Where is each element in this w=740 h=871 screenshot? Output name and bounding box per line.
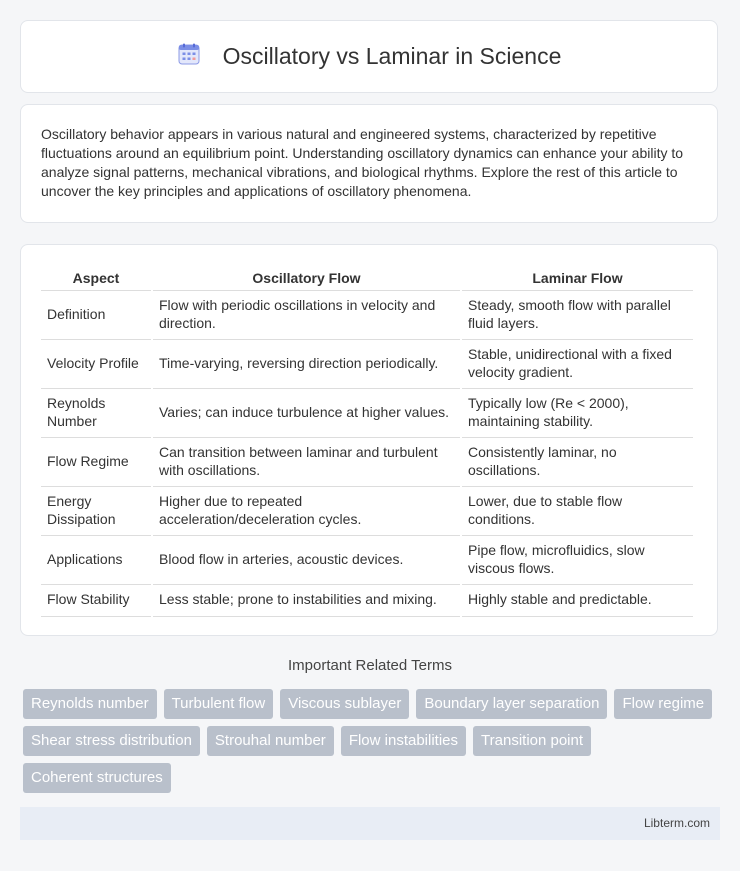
comparison-table-card: [20, 244, 718, 636]
table-row: [41, 291, 693, 340]
tag-flow-regime[interactable]: Flow regime: [614, 689, 712, 719]
table-cell-laminar: Pipe flow, microfluidics, slow viscous flows.: [462, 536, 693, 585]
table-cell-oscillatory: Blood flow in arteries, acoustic devices.: [153, 536, 460, 585]
footer: [20, 807, 720, 840]
table-cell-laminar: Lower, due to stable flow conditions.: [462, 487, 693, 536]
table-cell-oscillatory: Varies; can induce turbulence at higher values.: [153, 389, 460, 438]
table-cell-aspect: Definition: [41, 291, 151, 340]
tag-shear-stress-distribution[interactable]: Shear stress distribution: [23, 726, 200, 756]
tag-viscous-sublayer[interactable]: Viscous sublayer: [280, 689, 409, 719]
header-oscillatory: Oscillatory Flow: [153, 267, 460, 291]
tag-reynolds-number[interactable]: Reynolds number: [23, 689, 157, 719]
table-cell-oscillatory: Can transition between laminar and turbulent with oscillations.: [153, 438, 460, 487]
document-grid-icon: [177, 42, 201, 71]
table-cell-oscillatory: Higher due to repeated acceleration/deceleration cycles.: [153, 487, 460, 536]
tag-flow-instabilities[interactable]: Flow instabilities: [341, 726, 466, 756]
table-row: [41, 438, 693, 487]
table-cell-oscillatory: Flow with periodic oscillations in velocity and direction.: [153, 291, 460, 340]
related-terms-title: Important Related Terms: [288, 657, 452, 674]
page-title: Oscillatory vs Laminar in Science: [222, 43, 562, 69]
tag-transition-point[interactable]: Transition point: [473, 726, 591, 756]
intro-card: [20, 104, 718, 223]
comparison-table: [39, 267, 695, 617]
table-cell-aspect: Flow Stability: [41, 585, 151, 617]
table-row: [41, 340, 693, 389]
table-cell-aspect: Applications: [41, 536, 151, 585]
table-row: [41, 487, 693, 536]
tag-turbulent-flow[interactable]: Turbulent flow: [164, 689, 274, 719]
table-row: [41, 585, 693, 617]
related-terms-tags: [23, 689, 723, 793]
table-cell-aspect: Energy Dissipation: [41, 487, 151, 536]
table-cell-laminar: Stable, unidirectional with a fixed velocity gradient.: [462, 340, 693, 389]
table-cell-oscillatory: Less stable; prone to instabilities and mixing.: [153, 585, 460, 617]
table-cell-aspect: Velocity Profile: [41, 340, 151, 389]
header-card: [20, 20, 718, 93]
tag-coherent-structures[interactable]: Coherent structures: [23, 763, 171, 793]
footer-site-link[interactable]: Libterm.com: [643, 816, 710, 830]
table-cell-laminar: Consistently laminar, no oscillations.: [462, 438, 693, 487]
table-row: [41, 389, 693, 438]
table-cell-laminar: Steady, smooth flow with parallel fluid layers.: [462, 291, 693, 340]
tag-boundary-layer-separation[interactable]: Boundary layer separation: [416, 689, 607, 719]
table-cell-aspect: Reynolds Number: [41, 389, 151, 438]
table-header-row: [41, 267, 693, 291]
table-cell-oscillatory: Time-varying, reversing direction periodically.: [153, 340, 460, 389]
header-aspect: Aspect: [41, 267, 151, 291]
table-cell-laminar: Typically low (Re < 2000), maintaining stability.: [462, 389, 693, 438]
table-row: [41, 536, 693, 585]
table-cell-laminar: Highly stable and predictable.: [462, 585, 693, 617]
table-cell-aspect: Flow Regime: [41, 438, 151, 487]
tag-strouhal-number[interactable]: Strouhal number: [207, 726, 334, 756]
intro-text: Oscillatory behavior appears in various natural and engineered systems, characterized by repetitive fluctuations around an equilibrium point. Understanding oscillatory dynamics can enhance your ability to analyze signal patterns, mechanical vibrations, and biological rhythms. Explore the rest of this article to uncover the key principles and applications of oscillatory phenomena.: [41, 126, 684, 199]
header-laminar: Laminar Flow: [462, 267, 693, 291]
